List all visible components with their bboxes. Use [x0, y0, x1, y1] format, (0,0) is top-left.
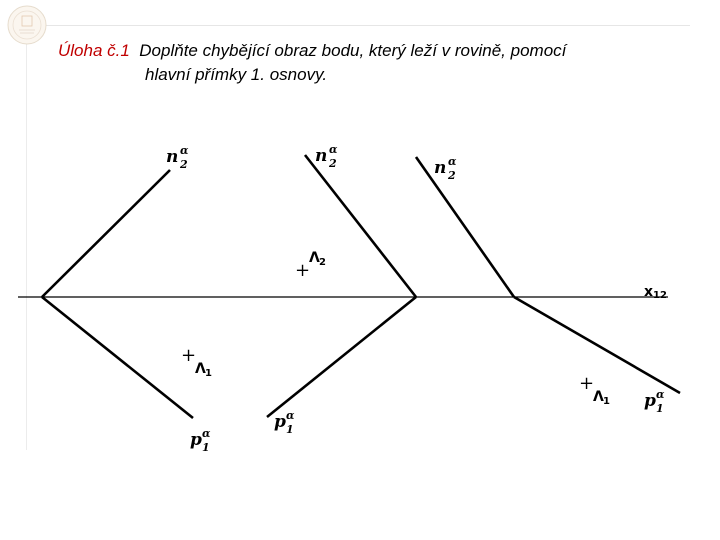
label-p1-middle [274, 409, 295, 436]
svg-text:1: 1 [205, 368, 212, 379]
svg-text:α: α [656, 388, 665, 401]
task-number-label: Úloha č.1 [58, 41, 130, 60]
svg-text:1: 1 [202, 441, 210, 454]
trace-n2-middle [305, 155, 416, 297]
svg-text:α: α [202, 427, 211, 440]
svg-text:2: 2 [319, 257, 326, 268]
svg-text:p: p [190, 430, 202, 450]
svg-text:p: p [644, 391, 656, 411]
svg-text:n: n [166, 147, 179, 167]
svg-text:Λ: Λ [309, 250, 320, 266]
label-n2-middle [315, 143, 338, 170]
label-n2-left [166, 144, 189, 171]
svg-text:Λ: Λ [593, 389, 604, 405]
svg-text:n: n [434, 158, 447, 178]
task-text-line-1: Doplňte chybějící obraz bodu, který leží v rovině, pomocí [139, 41, 567, 60]
label-p1-left [190, 427, 211, 454]
svg-text:1: 1 [603, 396, 610, 407]
svg-text:α: α [329, 143, 338, 156]
svg-text:Λ: Λ [195, 361, 206, 377]
svg-text:α: α [448, 155, 457, 168]
svg-text:1: 1 [286, 423, 294, 436]
label-p1-right [644, 388, 665, 415]
svg-text:α: α [180, 144, 189, 157]
svg-text:+: + [295, 260, 311, 281]
task-text-line-2: hlavní přímky 1. osnovy. [145, 65, 328, 84]
svg-text:+: + [579, 373, 595, 394]
x12-axis-label: x12 [644, 284, 667, 301]
trace-p1-left [42, 297, 193, 418]
svg-text:1: 1 [656, 402, 664, 415]
trace-n2-left [42, 170, 170, 297]
trace-p1-right [514, 297, 680, 393]
label-n2-right [434, 155, 457, 182]
svg-text:n: n [315, 146, 328, 166]
point-lambda1-left [181, 345, 212, 379]
trace-n2-right [416, 157, 514, 297]
svg-text:α: α [286, 409, 295, 422]
svg-text:2: 2 [180, 158, 188, 171]
trace-p1-middle [267, 297, 416, 417]
svg-text:2: 2 [329, 157, 337, 170]
svg-text:p: p [274, 412, 286, 432]
svg-text:+: + [181, 345, 197, 366]
point-lambda2-middle [295, 250, 326, 281]
point-lambda1-right [579, 373, 610, 407]
svg-text:2: 2 [448, 169, 456, 182]
